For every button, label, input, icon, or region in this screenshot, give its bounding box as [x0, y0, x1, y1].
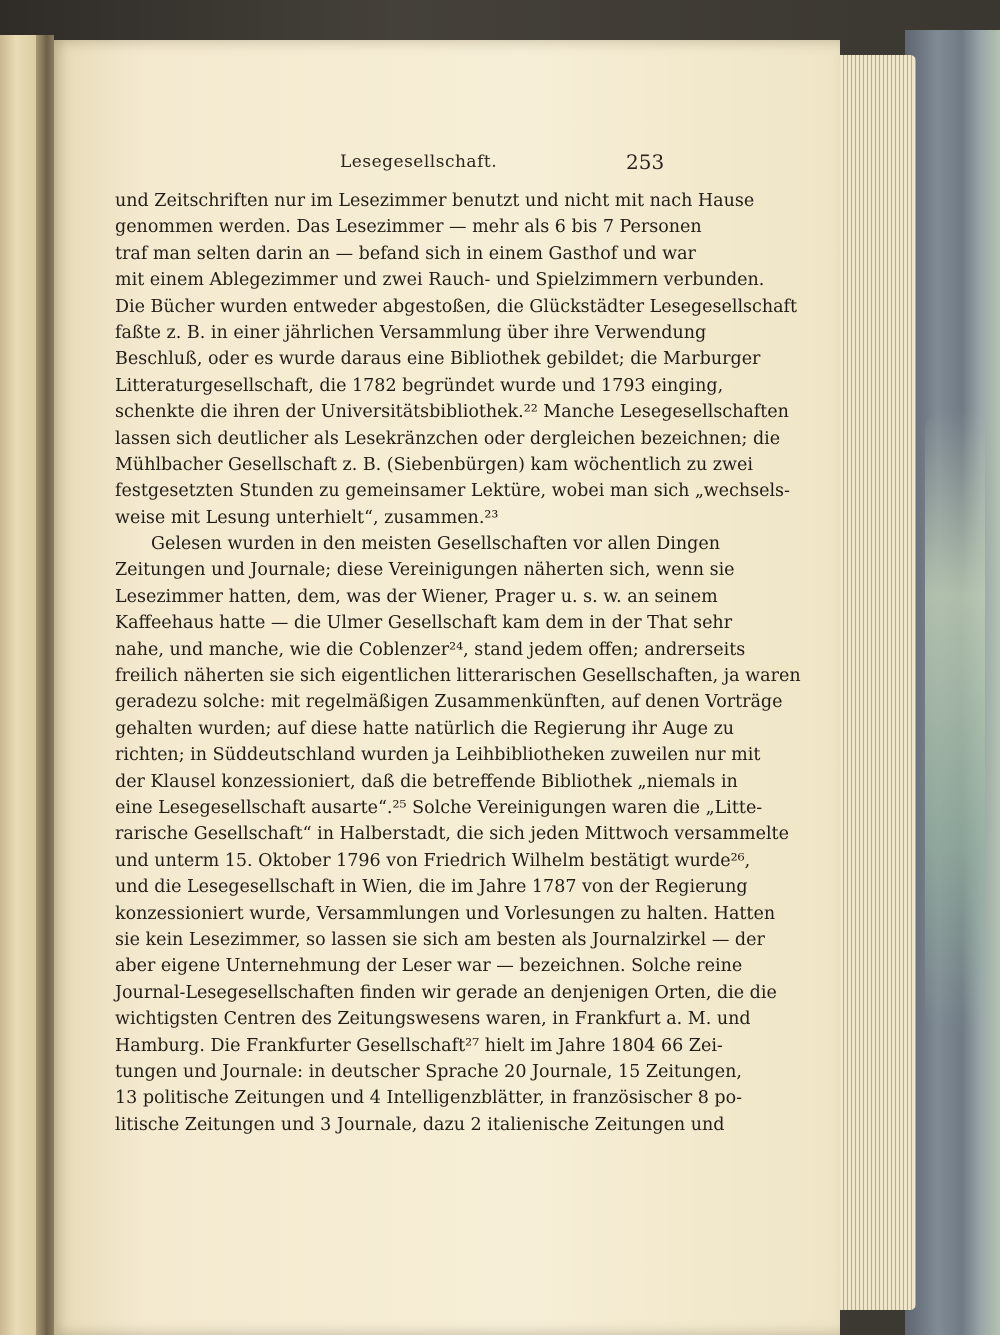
text-line: tungen und Journale: in deutscher Sprache 20 Journale, 15 Zeitungen, — [115, 1061, 742, 1082]
text-line: und die Lesegesellschaft in Wien, die im Jahre 1787 von der Regierung — [115, 877, 748, 898]
text-line: Beschluß, oder es wurde daraus eine Bibliothek gebildet; die Marburger — [115, 349, 761, 370]
text-line: rarische Gesellschaft“ in Halberstadt, die sich jeden Mittwoch versammelte — [115, 824, 789, 845]
text-line: Litteraturgesellschaft, die 1782 begründet wurde und 1793 einging, — [115, 375, 724, 396]
text-line: aber eigene Unternehmung der Leser war — bezeichnen. Solche reine — [115, 956, 743, 977]
text-line: nahe, und manche, wie die Coblenzer²⁴, stand jedem offen; andrerseits — [115, 639, 746, 660]
text-line: konzessioniert wurde, Versammlungen und Vorlesungen zu halten. Hatten — [115, 903, 776, 924]
book-gutter — [36, 35, 54, 1335]
text-line: Die Bücher wurden entweder abgestoßen, die Glückstädter Lesegesellschaft — [115, 296, 798, 317]
cover-stain — [925, 410, 985, 1030]
text-line: geradezu solche: mit regelmäßigen Zusammenkünften, auf denen Vorträge — [115, 692, 783, 713]
running-title: Lesegesellschaft. — [340, 152, 498, 172]
text-line: 13 politische Zeitungen und 4 Intelligenzblätter, in französischer 8 po- — [115, 1088, 743, 1109]
text-line: richten; in Süddeutschland wurden ja Leihbibliotheken zuweilen nur mit — [115, 745, 761, 766]
text-line: eine Lesegesellschaft ausarte“.²⁵ Solche Vereinigungen waren die „Litte- — [115, 797, 763, 818]
text-line: Kaffeehaus hatte — die Ulmer Gesellschaft kam dem in der That sehr — [115, 613, 733, 634]
text-line: lassen sich deutlicher als Lesekränzchen oder dergleichen bezeichnen; die — [115, 428, 781, 449]
text-line: weise mit Lesung unterhielt“, zusammen.²³ — [115, 507, 499, 528]
running-head — [0, 152, 1000, 180]
text-line: festgesetzten Stunden zu gemeinsamer Lektüre, wobei man sich „wechsels- — [115, 481, 790, 502]
text-line: und Zeitschriften nur im Lesezimmer benutzt und nicht mit nach Hause — [115, 191, 755, 211]
text-line: genommen werden. Das Lesezimmer — mehr als 6 bis 7 Personen — [115, 217, 702, 238]
text-line: freilich näherten sie sich eigentlichen litterarischen Gesellschaften, ja waren — [115, 666, 801, 687]
text-line: und unterm 15. Oktober 1796 von Friedrich Wilhelm bestätigt wurde²⁶, — [115, 850, 751, 871]
book-cover-right — [905, 30, 1000, 1335]
body-text — [115, 188, 801, 1138]
previous-page-edge — [0, 35, 40, 1335]
text-line: schenkte die ihren der Universitätsbibliothek.²² Manche Lesegesellschaften — [115, 402, 789, 423]
text-line: Hamburg. Die Frankfurter Gesellschaft²⁷ hielt im Jahre 1804 66 Zei- — [115, 1035, 723, 1056]
text-line: litische Zeitungen und 3 Journale, dazu 2 italienische Zeitungen und — [115, 1114, 725, 1135]
text-line: Gelesen wurden in den meisten Gesellschaften vor allen Dingen — [151, 534, 720, 555]
page-number: 253 — [626, 150, 665, 174]
text-line: sie kein Lesezimmer, so lassen sie sich am besten als Journalzirkel — der — [115, 929, 765, 950]
text-line: Journal-Lesegesellschaften finden wir gerade an denjenigen Orten, die die — [115, 982, 777, 1003]
text-line: mit einem Ablegezimmer und zwei Rauch- und Spielzimmern verbunden. — [115, 270, 765, 291]
page-stack-edge — [828, 55, 916, 1310]
text-line: wichtigsten Centren des Zeitungswesens waren, in Frankfurt a. M. und — [115, 1009, 751, 1030]
text-line: traf man selten darin an — befand sich in einem Gasthof und war — [115, 243, 696, 264]
text-line: der Klausel konzessioniert, daß die betreffende Bibliothek „niemals in — [115, 771, 738, 792]
text-line: Mühlbacher Gesellschaft z. B. (Siebenbürgen) kam wöchentlich zu zwei — [115, 454, 753, 475]
text-line: Zeitungen und Journale; diese Vereinigungen näherten sich, wenn sie — [115, 560, 735, 581]
text-line: faßte z. B. in einer jährlichen Versammlung über ihre Verwendung — [115, 322, 707, 343]
text-line: Lesezimmer hatten, dem, was der Wiener, Prager u. s. w. an seinem — [115, 586, 718, 607]
text-line: gehalten wurden; auf diese hatte natürlich die Regierung ihr Auge zu — [115, 718, 735, 739]
